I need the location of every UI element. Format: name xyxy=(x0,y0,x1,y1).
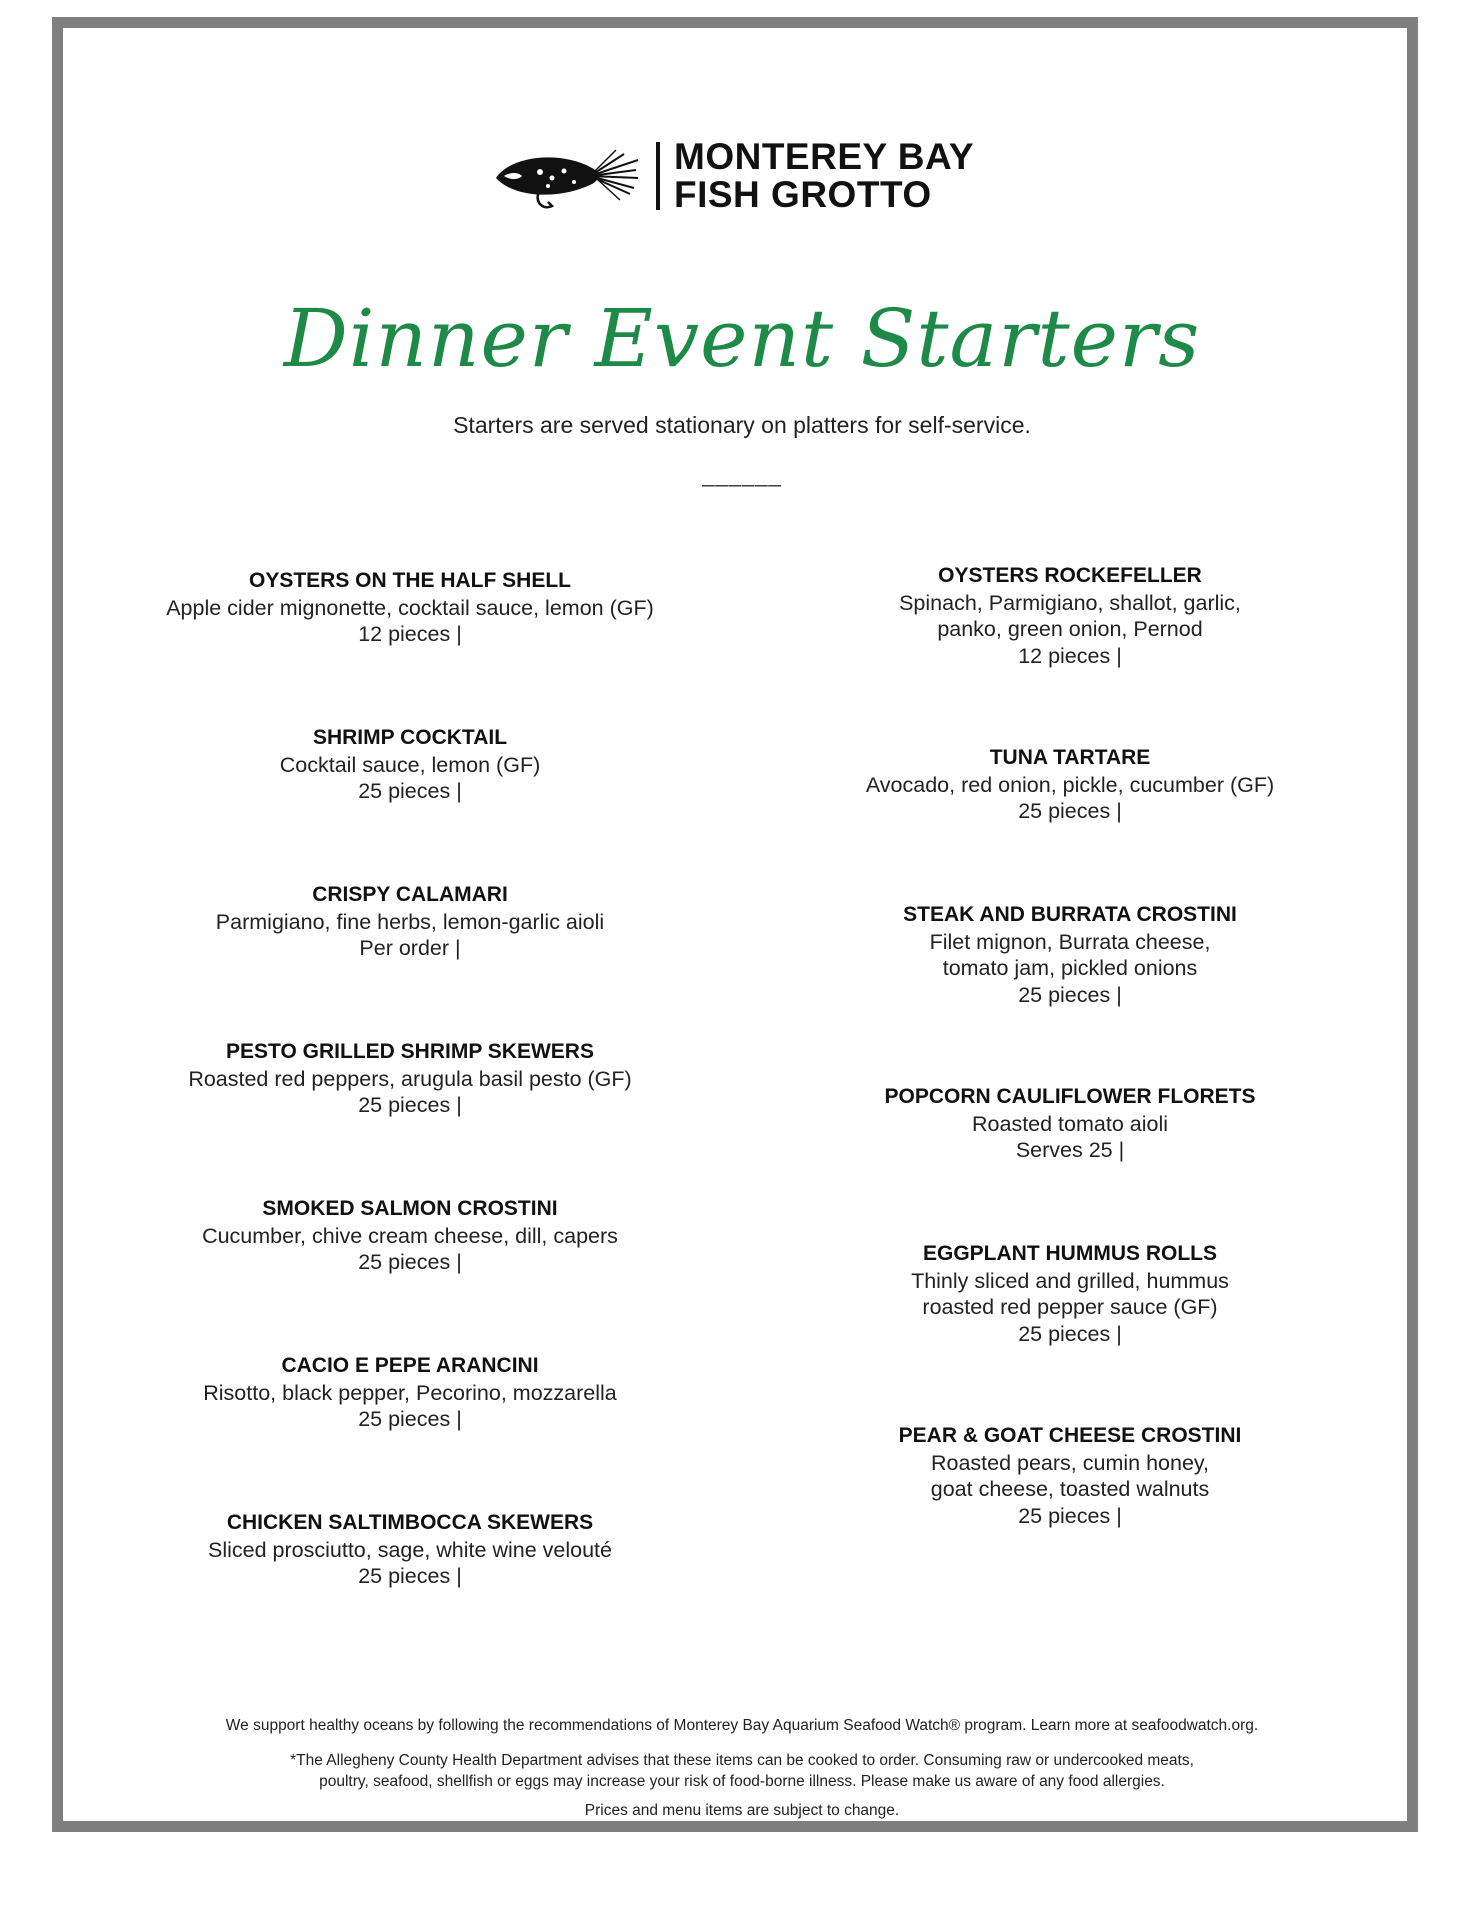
menu-item-name: TUNA TARTARE xyxy=(989,746,1151,769)
menu-item-quantity: 25 pieces | xyxy=(1018,799,1122,823)
menu-item-quantity: 25 pieces | xyxy=(358,1564,462,1588)
menu-item-name: EGGPLANT HUMMUS ROLLS xyxy=(923,1242,1217,1265)
menu-item-quantity: 25 pieces | xyxy=(358,1250,462,1274)
menu-item-description: Avocado, red onion, pickle, cucumber (GF) xyxy=(865,772,1275,797)
menu-item-description: Roasted pears, cumin honey, xyxy=(930,1450,1210,1475)
menu-item-name: PESTO GRILLED SHRIMP SKEWERS xyxy=(226,1040,594,1063)
menu-item-description: Parmigiano, fine herbs, lemon-garlic aioli xyxy=(215,909,605,934)
seafood-watch-note: We support healthy oceans by following the recommendations of Monterey Bay Aquarium Seafood Watch® program. Learn more at seafoodwatch.org. xyxy=(225,1717,1259,1734)
menu-item-quantity: Serves 25 | xyxy=(1015,1138,1125,1162)
restaurant-logo xyxy=(490,138,1010,218)
menu-item-name: CACIO E PEPE ARANCINI xyxy=(281,1354,539,1377)
menu-item-name: OYSTERS ON THE HALF SHELL xyxy=(248,569,571,592)
menu-item-name: CRISPY CALAMARI xyxy=(312,883,508,906)
menu-item xyxy=(100,1353,720,1433)
menu-item-name: PEAR & GOAT CHEESE CROSTINI xyxy=(898,1424,1242,1447)
menu-item-name: SMOKED SALMON CROSTINI xyxy=(262,1197,558,1220)
menu-item xyxy=(100,1039,720,1119)
fishing-fly-icon xyxy=(490,142,640,212)
health-advisory-line-2: poultry, seafood, shellfish or eggs may increase your risk of food-borne illness. Please make us aware of any food allergies. xyxy=(319,1773,1165,1790)
menu-item-name: SHRIMP COCKTAIL xyxy=(312,726,508,749)
menu-item-description: Spinach, Parmigiano, shallot, garlic, xyxy=(899,590,1241,615)
section-divider: ______ xyxy=(702,462,782,487)
logo-wordmark xyxy=(674,138,974,214)
menu-item-description: Thinly sliced and grilled, hummus xyxy=(911,1268,1229,1293)
menu-item xyxy=(760,1241,1380,1347)
menu-item-quantity: 25 pieces | xyxy=(1018,1321,1122,1346)
menu-item xyxy=(100,725,720,805)
logo-line-2: FISH GROTTO xyxy=(674,174,932,215)
menu-item-quantity: Per order | xyxy=(359,936,461,960)
menu-item-quantity: 12 pieces | xyxy=(358,622,462,646)
logo-divider xyxy=(656,142,660,210)
menu-item xyxy=(100,882,720,962)
menu-item-description: Filet mignon, Burrata cheese, xyxy=(929,929,1211,954)
menu-item xyxy=(760,563,1380,669)
menu-item xyxy=(760,745,1380,825)
menu-item xyxy=(100,568,720,648)
menu-item xyxy=(100,1510,720,1590)
menu-item-description: Apple cider mignonette, cocktail sauce, lemon (GF) xyxy=(166,595,654,620)
menu-item xyxy=(760,1084,1380,1164)
menu-item-description: panko, green onion, Pernod xyxy=(937,617,1203,641)
page-subtitle: Starters are served stationary on platters for self-service. xyxy=(453,412,1031,438)
menu-item-quantity: 25 pieces | xyxy=(358,1093,462,1117)
logo-line-1: MONTEREY BAY xyxy=(674,136,975,177)
menu-item-name: OYSTERS ROCKEFELLER xyxy=(938,564,1202,587)
menu-item-description: Sliced prosciutto, sage, white wine velouté xyxy=(208,1537,612,1562)
menu-item xyxy=(760,902,1380,1008)
menu-item-name: CHICKEN SALTIMBOCCA SKEWERS xyxy=(226,1511,594,1534)
menu-item-quantity: 25 pieces | xyxy=(358,779,462,803)
menu-item-quantity: 25 pieces | xyxy=(358,1407,462,1431)
menu-item-description: goat cheese, toasted walnuts xyxy=(930,1477,1210,1501)
page-title: Dinner Event Starters xyxy=(283,292,1201,385)
menu-item-description: roasted red pepper sauce (GF) xyxy=(922,1295,1218,1319)
menu-item-description: Roasted tomato aioli xyxy=(972,1111,1168,1136)
menu-item-description: Cocktail sauce, lemon (GF) xyxy=(279,752,541,777)
menu-item-quantity: 12 pieces | xyxy=(1018,643,1122,668)
price-disclaimer: Prices and menu items are subject to change. xyxy=(584,1802,900,1819)
menu-item-name: POPCORN CAULIFLOWER FLORETS xyxy=(884,1085,1256,1108)
menu-item-quantity: 25 pieces | xyxy=(1018,1503,1122,1528)
menu-item-quantity: 25 pieces | xyxy=(1018,982,1122,1007)
menu-item-name: STEAK AND BURRATA CROSTINI xyxy=(903,903,1237,926)
health-advisory-line-1: *The Allegheny County Health Department advises that these items can be cooked to order. Consuming raw or undercooked meats, xyxy=(290,1752,1194,1769)
menu-item-description: Cucumber, chive cream cheese, dill, capers xyxy=(202,1223,618,1248)
menu-item-description: tomato jam, pickled onions xyxy=(942,956,1198,980)
menu-item xyxy=(100,1196,720,1276)
menu-item-description: Roasted red peppers, arugula basil pesto (GF) xyxy=(188,1066,632,1091)
menu-item-description: Risotto, black pepper, Pecorino, mozzarella xyxy=(203,1380,617,1405)
menu-item xyxy=(760,1423,1380,1529)
